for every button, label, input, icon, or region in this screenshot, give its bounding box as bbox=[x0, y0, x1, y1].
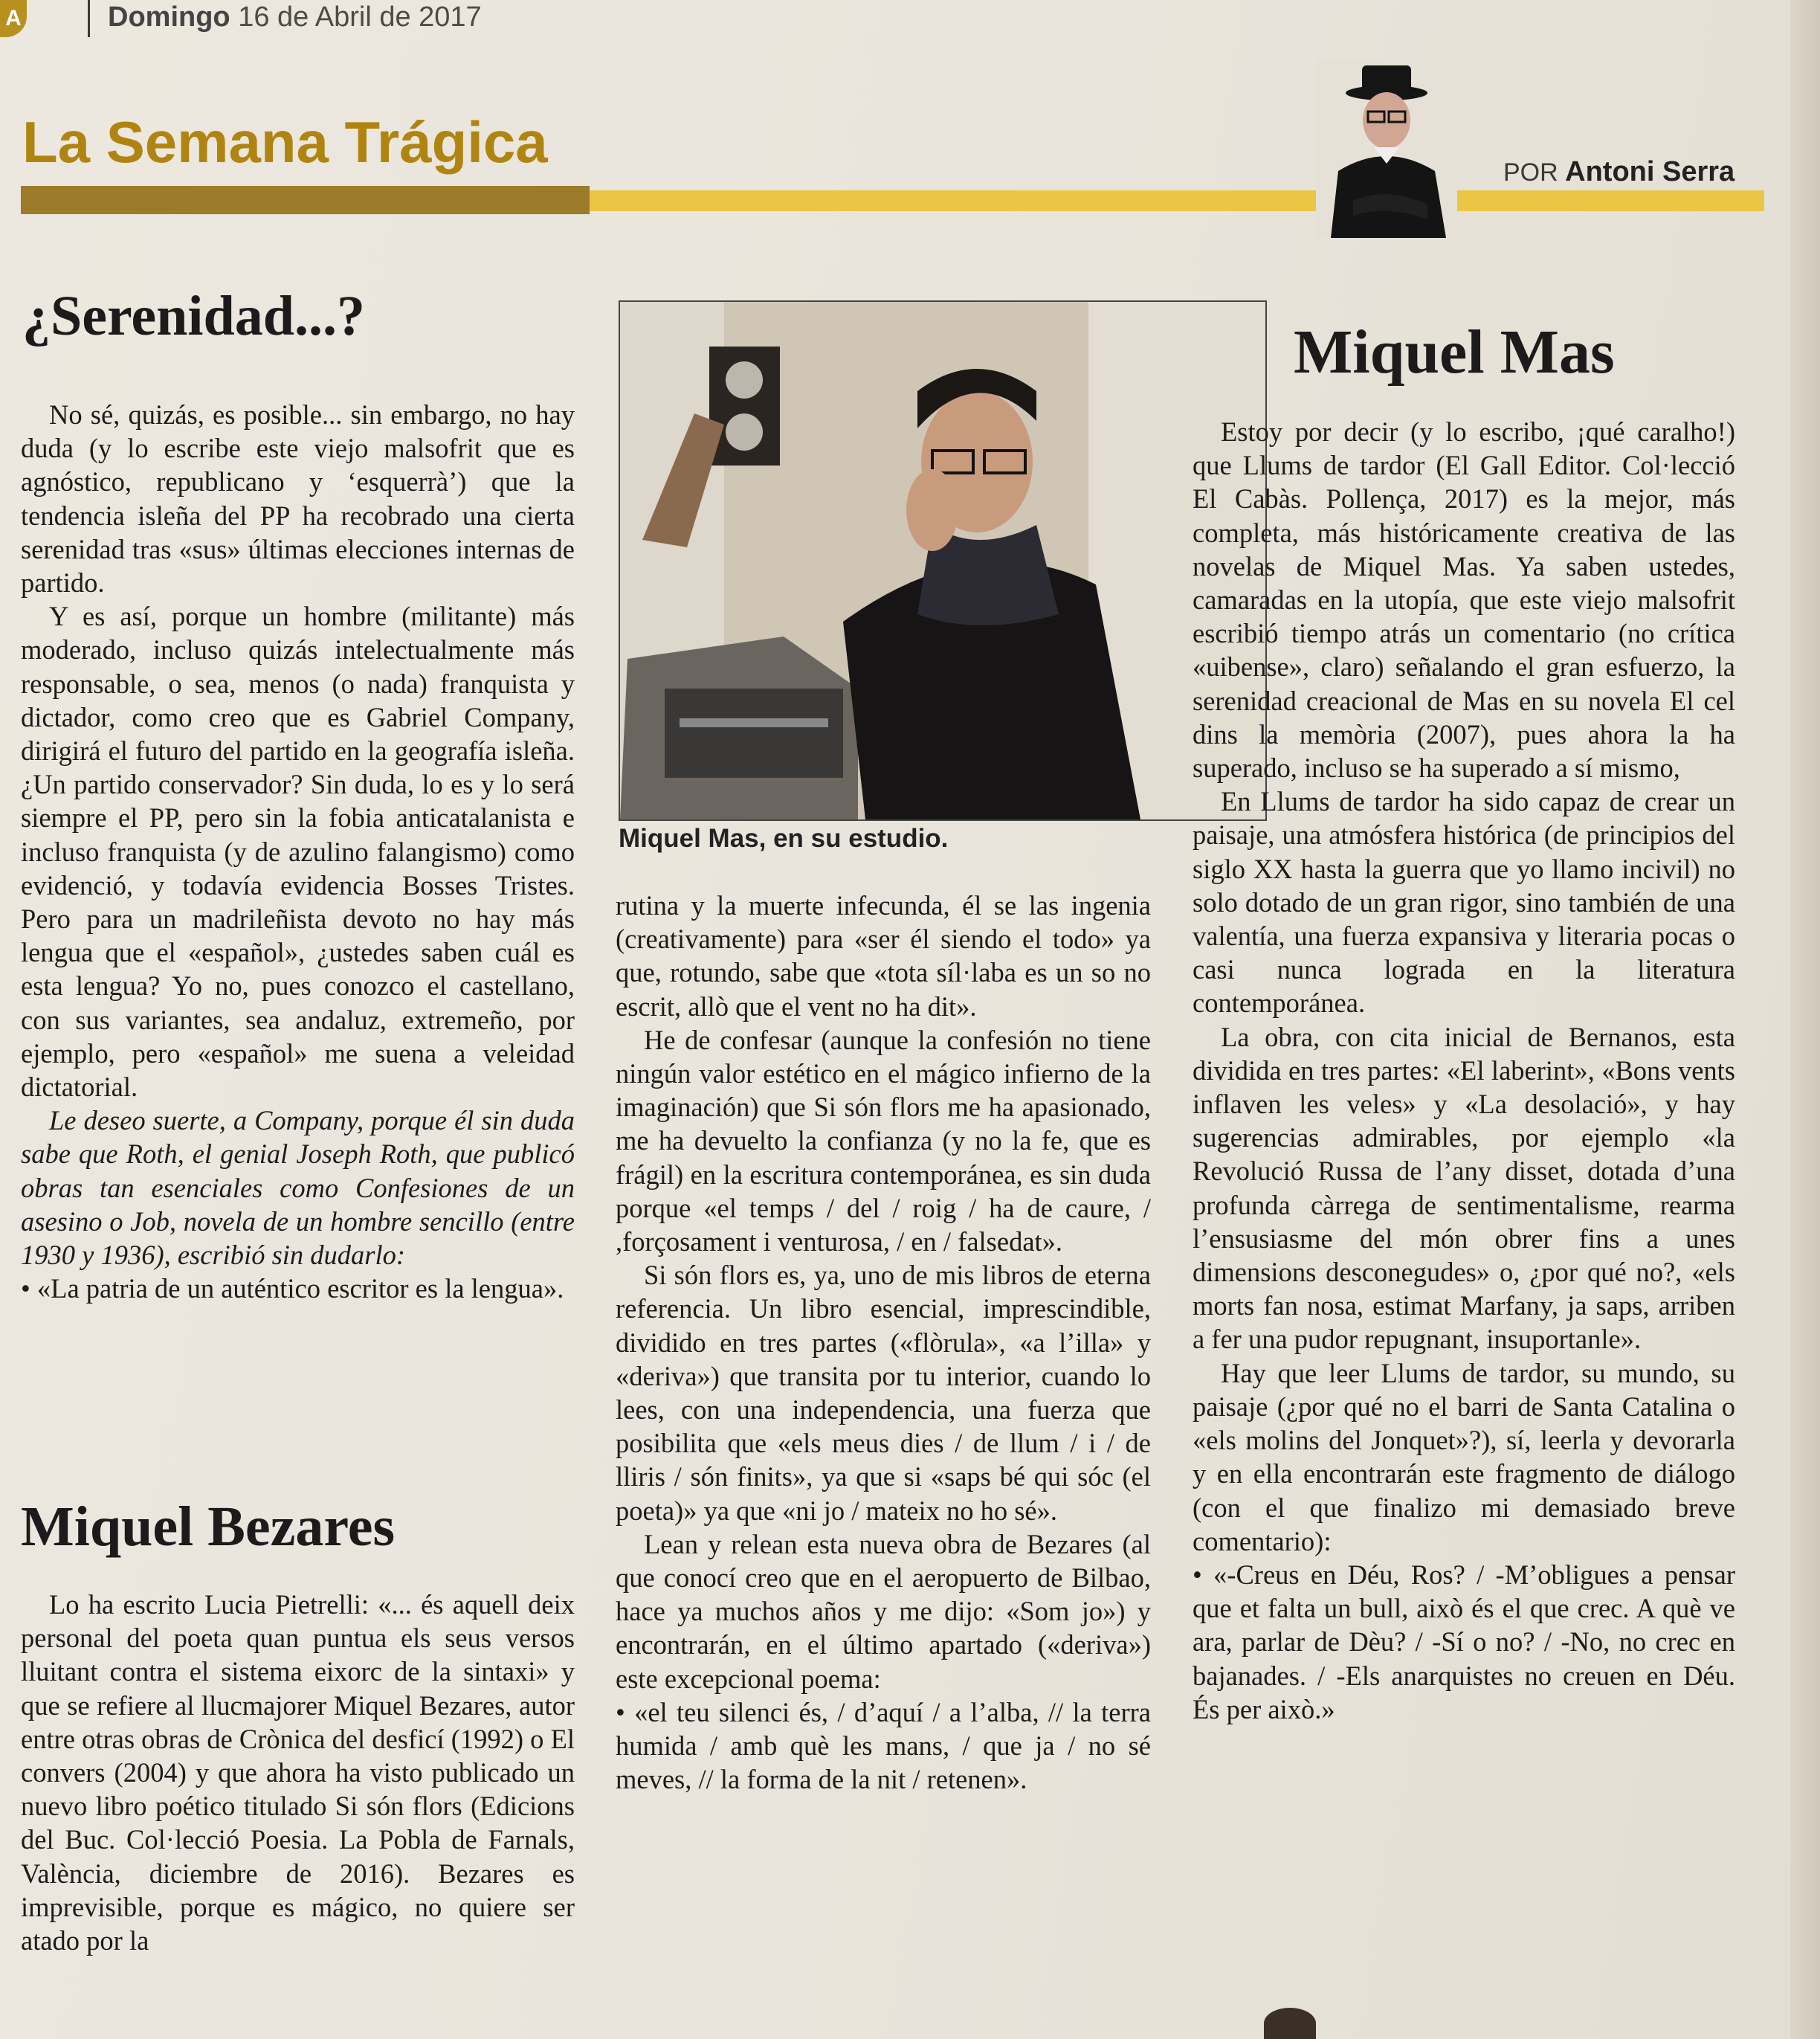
photo-miquel-mas bbox=[619, 300, 1267, 821]
paragraph: rutina y la muerte infecunda, él se las ingenia (creativamente) para «ser él siendo el todo» ya que, rotundo, sabe que «tota síl·laba es un so no escrit, allò que el vent no ha dit». bbox=[616, 890, 1151, 1022]
quote-bullet: • «La patria de un auténtico escritor es la lengua». bbox=[21, 1273, 564, 1304]
column-bezares-2 bbox=[616, 889, 1151, 1796]
kicker-underline-yellow bbox=[590, 190, 1764, 211]
next-article-photo-fragment bbox=[1264, 2008, 1316, 2039]
column-serenidad bbox=[21, 398, 575, 1305]
poem-bullet: • «el teu silenci és, / d’aquí / a l’alba, // la terra humida / amb què les mans, / que ja / no sé meves, // la forma de la nit / retenen». bbox=[616, 1696, 1151, 1795]
paragraph: No sé, quizás, es posible... sin embargo, no hay duda (y lo escribe este viejo malsofrit que es agnóstico, republicano y ‘esquerrà’) que la tendencia isleña del PP ha recobrado una cierta serenidad tras «sus» últimas elecciones internas de partido. bbox=[21, 399, 575, 599]
byline bbox=[1503, 156, 1735, 188]
byline-author: Antoni Serra bbox=[1565, 156, 1735, 187]
page-edge bbox=[1790, 0, 1820, 2039]
kicker-underline-gold bbox=[21, 186, 590, 214]
dateline-day: Domingo bbox=[108, 1, 230, 33]
headline-serenidad: ¿Serenidad...? bbox=[22, 285, 366, 347]
section-kicker: La Semana Trágica bbox=[22, 109, 548, 175]
byline-prefix: POR bbox=[1503, 158, 1558, 187]
headline-bezares: Miquel Bezares bbox=[21, 1495, 396, 1558]
section-letter: A bbox=[5, 6, 22, 30]
paragraph: La obra, con cita inicial de Bernanos, esta dividida en tres partes: «El laberint», «Bons vents inflaven les veles» y «La desolació», y hay sugerencias admirables, por ejemplo «la Revolució Russa de l’any disset, dotada d’una profunda càrrega de sentimentalisme, rearma l’ensusiasme del món obrer fins a unes dimensions desconegudes» o, ¿por qué no?, «els morts fan nosa, estimat Marfany, ja saps, arriben a fer una pudor repugnant, insuportanle». bbox=[1193, 1021, 1735, 1355]
paragraph: He de confesar (aunque la confesión no tiene ningún valor estético en el mágico infierno de la imaginación) que Si són flors me ha apasionado, me ha devuelto la confianza (y no la fe, que es frágil) en la escritura contemporánea, es sin duda porque «el temps / del / roig / ha de caure, / ,forçosament i venturosa, / en / falsedat». bbox=[616, 1024, 1151, 1257]
paragraph: Si són flors es, ya, uno de mis libros de eterna referencia. Un libro esencial, imprescindible, dividido en tres partes («flòrula», «a l’illa» y «deriva») que transita por tu interior, cuando lo lees, con una independencia, una fuerza que posibilita que «els meus dies / de llum / i / de lliris / són finits», ya que si «saps bé qui sóc (el poeta)» ya que «ni jo / mateix no ho sé». bbox=[616, 1260, 1151, 1526]
paragraph: Le deseo suerte, a Company, porque él sin duda sabe que Roth, el genial Joseph Roth, que publicó obras tan esenciales como Confesiones de un asesino o Job, novela de un hombre sencillo (entre 1930 y 1936), escribió sin dudarlo: bbox=[21, 1105, 575, 1271]
dateline bbox=[108, 1, 482, 33]
dialogue-bullet: • «-Creus en Déu, Ros? / -M’obligues a pensar que et falta un bull, això és el que crec. A què ve ara, parlar de Dèu? / -Sí o no? / -No, no crec en bajanades. / -Els anarquistes no creuen en Déu. És per això.» bbox=[1193, 1559, 1735, 1724]
paragraph: Estoy por decir (y lo escribo, ¡qué caralho!) que Llums de tardor (El Gall Editor. Col·lecció El Cabàs. Pollença, 2017) es la mejor, más completa, más históricamente creativa de las novelas de Miquel Mas. Ya saben ustedes, camaradas en la utopía, que este viejo malsofrit escribió tiempo atrás un comentario (no crítica «uibense», claro) señalando el gran esfuerzo, la serenidad creacional de Mas en su novela El cel dins la memòria (2007), pues ahora la ha superado, incluso se ha superado a sí mismo, bbox=[1193, 416, 1735, 784]
paragraph: Y es así, porque un hombre (militante) más moderado, incluso quizás intelectualmente más responsable, o sea, menos (o nada) franquista y dictador, como creo que es Gabriel Company, dirigirá el futuro del partido en la geografía isleña. ¿Un partido conservador? Sin duda, lo es y lo será siempre el PP, pero sin la fobia anticatalanista e incluso franquista (y de azulino falangismo) como evidenció, y todavía evidencia Bosses Tristes. Pero para un madrileñista devoto no hay más lengua que el «español», ¿ustedes saben cuál es esta lengua? Yo no, pues conozco el castellano, con sus variantes, sea andaluz, extremeño, por ejemplo, pero «español» me suena a veleidad dictatorial. bbox=[21, 601, 575, 1103]
header-divider bbox=[88, 0, 90, 37]
paragraph: Hay que leer Llums de tardor, su mundo, su paisaje (¿por qué no el barri de Santa Catalina o «els molins del Jonquet»?), sí, leerla y devorarla y en ella encontrarán este fragmento de diálogo (con el que finalizo mi demasiado breve comentario): bbox=[1193, 1357, 1735, 1556]
column-miquel-mas bbox=[1193, 415, 1735, 1726]
paragraph: En Llums de tardor ha sido capaz de crear un paisaje, una atmósfera histórica (de principios del siglo XX hasta la guerra que yo llamo incivil) no solo dotado de un gran rigor, sino también de una valentía, una fuerza expansiva y literaria pocas o casi nunca lograda en la literatura contemporánea. bbox=[1193, 786, 1735, 1019]
photo-caption: Miquel Mas, en su estudio. bbox=[619, 824, 949, 853]
dateline-date: 16 de Abril de 2017 bbox=[238, 1, 482, 33]
column-bezares-1 bbox=[21, 1588, 575, 1957]
paragraph: Lean y relean esta nueva obra de Bezares (al que conocí creo que en el aeropuerto de Bilbao, hace ya muchos años y me dijo: «Som jo») y encontrarán, en el último apartado («deriva») este excepcional poema: bbox=[616, 1528, 1151, 1694]
author-portrait bbox=[1316, 59, 1457, 238]
paragraph: Lo ha escrito Lucia Pietrelli: «... és aquell deix personal del poeta quan puntua els seus versos lluitant contra el sistema eixorc de la sintaxi» y que se refiere al llucmajorer Miquel Bezares, autor entre otras obras de Crònica del desficí (1992) o El convers (2004) y que ahora ha visto publicado un nuevo libro poético titulado Si són flors (Edicions del Buc. Col·lecció Poesia. La Pobla de Farnals, València, diciembre de 2016). Bezares es imprevisible, porque es mágico, no quiere ser atado por la bbox=[21, 1589, 575, 1956]
headline-miquel-mas: Miquel Mas bbox=[1294, 318, 1615, 387]
